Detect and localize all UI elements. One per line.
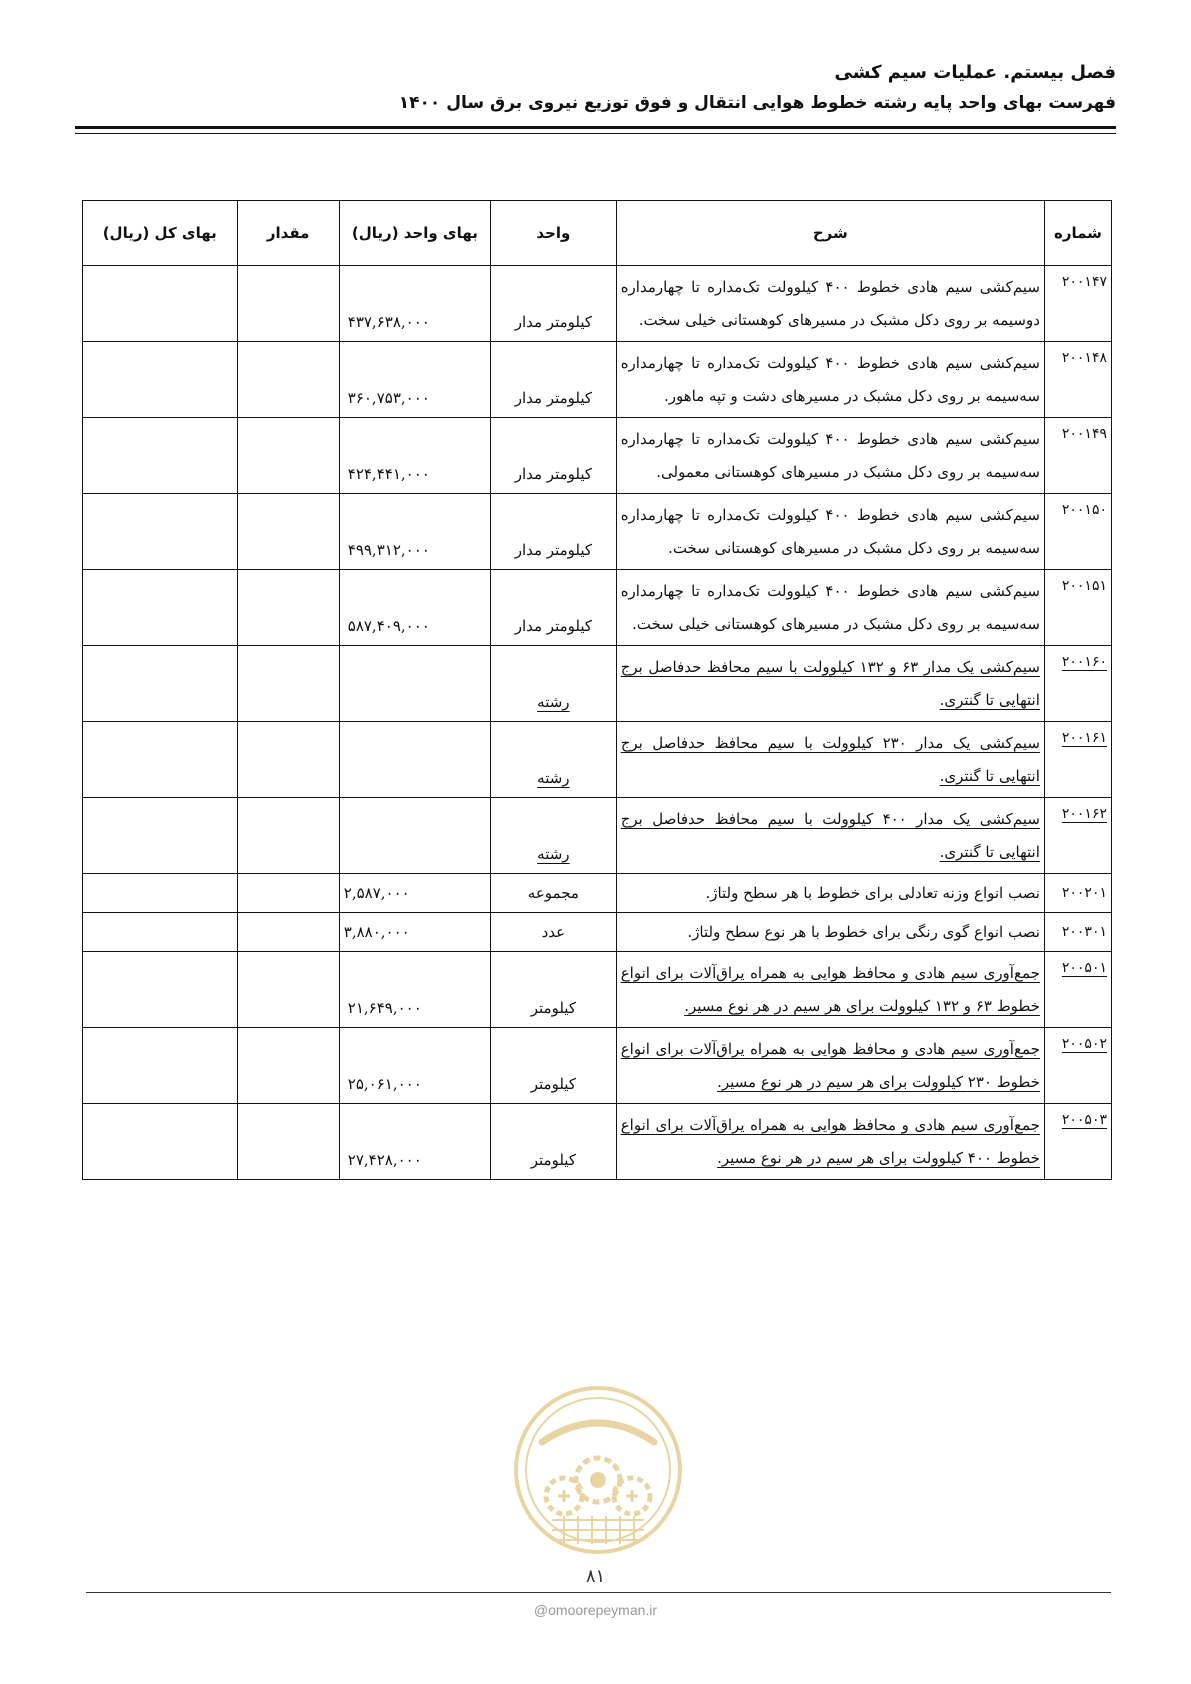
item-code bbox=[1044, 646, 1111, 722]
item-code-text: ۲۰۰۱۶۰ bbox=[1061, 654, 1107, 670]
item-unit: کیلومتر مدار bbox=[491, 266, 617, 342]
item-description-text: سیم‌کشی یک مدار ۶۳ و ۱۳۲ کیلوولت با سیم محافظ حدفاصل برج انتهایی تا گنتری. bbox=[620, 658, 1040, 709]
item-total-price bbox=[83, 342, 238, 418]
item-code: ۲۰۰۱۵۱ bbox=[1044, 570, 1111, 646]
item-unit-text: رشته bbox=[537, 769, 570, 787]
item-description-text: سیم‌کشی یک مدار ۴۰۰ کیلوولت با سیم محافظ حدفاصل برج انتهایی تا گنتری. bbox=[620, 810, 1040, 861]
item-code bbox=[1044, 1104, 1111, 1180]
item-unit-price: ۲۷,۴۲۸,۰۰۰ bbox=[339, 1104, 490, 1180]
table-row bbox=[83, 1028, 1112, 1104]
item-code: ۲۰۰۱۴۷ bbox=[1044, 266, 1111, 342]
item-code bbox=[1044, 722, 1111, 798]
item-unit-price bbox=[339, 722, 490, 798]
item-code: ۲۰۰۱۴۹ bbox=[1044, 418, 1111, 494]
item-unit-price: ۵۸۷,۴۰۹,۰۰۰ bbox=[339, 570, 490, 646]
item-total-price bbox=[83, 798, 238, 874]
item-unit: کیلومتر مدار bbox=[491, 418, 617, 494]
item-description-text: سیم‌کشی یک مدار ۲۳۰ کیلوولت با سیم محافظ حدفاصل برج انتهایی تا گنتری. bbox=[620, 734, 1040, 785]
item-code bbox=[1044, 1028, 1111, 1104]
item-description: نصب انواع وزنه تعادلی برای خطوط با هر سطح ولتاژ. bbox=[616, 874, 1044, 913]
item-description bbox=[616, 798, 1044, 874]
item-unit-price bbox=[339, 798, 490, 874]
item-unit: کیلومتر مدار bbox=[491, 342, 617, 418]
table-row bbox=[83, 874, 1112, 913]
item-description-text: جمع‌آوری سیم هادی و محافظ هوایی به همراه یراق‌آلات برای انواع خطوط ۴۰۰ کیلوولت برای هر سیم در هر نوع مسیر. bbox=[620, 1116, 1040, 1167]
footer-rule bbox=[86, 1592, 1111, 1593]
item-code: ۲۰۰۲۰۱ bbox=[1044, 874, 1111, 913]
item-unit-price bbox=[339, 646, 490, 722]
item-code: ۲۰۰۱۵۰ bbox=[1044, 494, 1111, 570]
item-unit: مجموعه bbox=[491, 874, 617, 913]
item-quantity bbox=[237, 1104, 339, 1180]
item-code: ۲۰۰۱۴۸ bbox=[1044, 342, 1111, 418]
item-quantity bbox=[237, 874, 339, 913]
watermark-link: @omoorepeyman.ir bbox=[533, 1602, 658, 1618]
price-list-table bbox=[82, 200, 1112, 1180]
chapter-heading: فصل بیستم. عملیات سیم کشی bbox=[834, 62, 1116, 83]
item-description: سیم‌کشی سیم هادی خطوط ۴۰۰ کیلوولت تک‌مداره تا چهارمداره سه‌سیمه بر روی دکل مشبک در مسیرهای کوهستانی خیلی سخت. bbox=[616, 570, 1044, 646]
item-description: سیم‌کشی سیم هادی خطوط ۴۰۰ کیلوولت تک‌مداره تا چهارمداره دوسیمه بر روی دکل مشبک در مسیرهای کوهستانی خیلی سخت. bbox=[616, 266, 1044, 342]
item-unit-price: ۲۵,۰۶۱,۰۰۰ bbox=[339, 1028, 490, 1104]
item-total-price bbox=[83, 266, 238, 342]
column-header-total-price: بهای کل (ریال) bbox=[83, 201, 238, 266]
item-quantity bbox=[237, 646, 339, 722]
item-total-price bbox=[83, 913, 238, 952]
item-unit bbox=[491, 798, 617, 874]
item-description: سیم‌کشی سیم هادی خطوط ۴۰۰ کیلوولت تک‌مداره تا چهارمداره سه‌سیمه بر روی دکل مشبک در مسیرهای کوهستانی سخت. bbox=[616, 494, 1044, 570]
item-unit-price: ۳۶۰,۷۵۳,۰۰۰ bbox=[339, 342, 490, 418]
item-code-text: ۲۰۰۱۶۱ bbox=[1061, 730, 1107, 746]
header-rule-thin bbox=[75, 133, 1116, 134]
page-header bbox=[75, 60, 1116, 116]
item-unit: کیلومتر bbox=[491, 1104, 617, 1180]
table-row bbox=[83, 494, 1112, 570]
item-unit-text: رشته bbox=[537, 845, 570, 863]
item-quantity bbox=[237, 913, 339, 952]
item-unit-price: ۳,۸۸۰,۰۰۰ bbox=[339, 913, 490, 952]
item-quantity bbox=[237, 418, 339, 494]
item-unit bbox=[491, 646, 617, 722]
item-unit: کیلومتر bbox=[491, 952, 617, 1028]
item-unit-price: ۲۱,۶۴۹,۰۰۰ bbox=[339, 952, 490, 1028]
item-unit bbox=[491, 722, 617, 798]
document-title: فهرست بهای واحد پایه رشته خطوط هوایی انتقال و فوق توزیع نیروی برق سال ۱۴۰۰ bbox=[398, 93, 1116, 113]
item-description bbox=[616, 1104, 1044, 1180]
table-header-row bbox=[83, 201, 1112, 266]
item-code bbox=[1044, 952, 1111, 1028]
item-description bbox=[616, 1028, 1044, 1104]
item-total-price bbox=[83, 1104, 238, 1180]
item-total-price bbox=[83, 952, 238, 1028]
item-quantity bbox=[237, 494, 339, 570]
item-unit-price: ۲,۵۸۷,۰۰۰ bbox=[339, 874, 490, 913]
table-row bbox=[83, 1104, 1112, 1180]
item-code: ۲۰۰۳۰۱ bbox=[1044, 913, 1111, 952]
item-unit-price: ۴۳۷,۶۳۸,۰۰۰ bbox=[339, 266, 490, 342]
item-unit: کیلومتر مدار bbox=[491, 570, 617, 646]
item-unit-text: رشته bbox=[537, 693, 570, 711]
column-header-unit-price: بهای واحد (ریال) bbox=[339, 201, 490, 266]
item-unit-price: ۴۲۴,۴۴۱,۰۰۰ bbox=[339, 418, 490, 494]
item-quantity bbox=[237, 798, 339, 874]
item-description bbox=[616, 952, 1044, 1028]
column-header-unit: واحد bbox=[491, 201, 617, 266]
item-description-text: جمع‌آوری سیم هادی و محافظ هوایی به همراه یراق‌آلات برای انواع خطوط ۲۳۰ کیلوولت برای هر سیم در هر نوع مسیر. bbox=[620, 1040, 1040, 1091]
item-code-text: ۲۰۰۵۰۲ bbox=[1061, 1036, 1107, 1052]
table-row bbox=[83, 952, 1112, 1028]
table-row bbox=[83, 646, 1112, 722]
item-total-price bbox=[83, 570, 238, 646]
item-code-text: ۲۰۰۵۰۳ bbox=[1061, 1112, 1107, 1128]
item-total-price bbox=[83, 1028, 238, 1104]
item-code bbox=[1044, 798, 1111, 874]
column-header-code: شماره bbox=[1044, 201, 1111, 266]
table-row bbox=[83, 913, 1112, 952]
item-unit: کیلومتر مدار bbox=[491, 494, 617, 570]
item-total-price bbox=[83, 722, 238, 798]
header-rule-thick bbox=[75, 126, 1116, 129]
table-row bbox=[83, 722, 1112, 798]
item-total-price bbox=[83, 494, 238, 570]
table-row bbox=[83, 798, 1112, 874]
item-quantity bbox=[237, 266, 339, 342]
item-description: نصب انواع گوی رنگی برای خطوط با هر نوع سطح ولتاژ. bbox=[616, 913, 1044, 952]
item-quantity bbox=[237, 1028, 339, 1104]
column-header-quantity: مقدار bbox=[237, 201, 339, 266]
item-total-price bbox=[83, 646, 238, 722]
item-description bbox=[616, 646, 1044, 722]
item-unit: عدد bbox=[491, 913, 617, 952]
item-code-text: ۲۰۰۵۰۱ bbox=[1061, 960, 1107, 976]
column-header-description: شرح bbox=[616, 201, 1044, 266]
item-description: سیم‌کشی سیم هادی خطوط ۴۰۰ کیلوولت تک‌مداره تا چهارمداره سه‌سیمه بر روی دکل مشبک در مسیرهای کوهستانی معمولی. bbox=[616, 418, 1044, 494]
item-total-price bbox=[83, 874, 238, 913]
item-unit-price: ۴۹۹,۳۱۲,۰۰۰ bbox=[339, 494, 490, 570]
item-description-text: جمع‌آوری سیم هادی و محافظ هوایی به همراه یراق‌آلات برای انواع خطوط ۶۳ و ۱۳۲ کیلوولت برای هر سیم در هر نوع مسیر. bbox=[620, 964, 1040, 1015]
table-row bbox=[83, 570, 1112, 646]
item-description: سیم‌کشی سیم هادی خطوط ۴۰۰ کیلوولت تک‌مداره تا چهارمداره سه‌سیمه بر روی دکل مشبک در مسیرهای دشت و تپه ماهور. bbox=[616, 342, 1044, 418]
item-quantity bbox=[237, 570, 339, 646]
watermark-stamp-icon bbox=[512, 1384, 684, 1556]
table-row bbox=[83, 266, 1112, 342]
item-code-text: ۲۰۰۱۶۲ bbox=[1061, 806, 1107, 822]
item-unit: کیلومتر bbox=[491, 1028, 617, 1104]
page-number: ۸۱ bbox=[585, 1566, 606, 1587]
item-quantity bbox=[237, 952, 339, 1028]
table-row bbox=[83, 342, 1112, 418]
item-quantity bbox=[237, 722, 339, 798]
item-total-price bbox=[83, 418, 238, 494]
item-quantity bbox=[237, 342, 339, 418]
table-row bbox=[83, 418, 1112, 494]
item-description bbox=[616, 722, 1044, 798]
